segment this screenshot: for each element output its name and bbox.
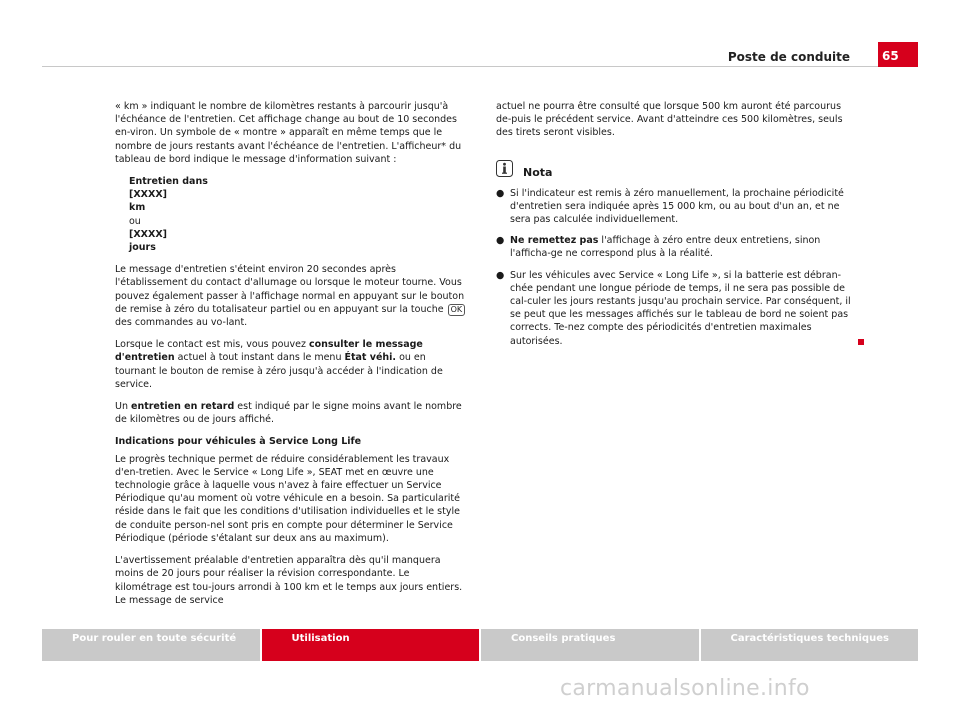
text-segment: ou en tournant le bouton de remise à zéro jusqu'à accéder à l'indication de service. (115, 352, 443, 390)
text-segment: Le message d'entretien s'éteint environ 20 secondes après l'établissement du contact d'allumage ou lorsque le moteur tourne. Vous pouvez également passer à l'affichage normal en appuyant sur le bouton de remise à zéro du totalisateur partiel ou en appuyant sur la touche (115, 264, 465, 315)
list-item (496, 187, 854, 227)
paragraph-long-life: Le progrès technique permet de réduire considérablement les travaux d'en-tretien. Avec le Service « Long Life », SEAT met en œuvre une technologie grâce à laquelle vous n'avez à faire effectuer un Service Périodique qu'au moment où votre véhicule en a besoin. Sa particularité réside dans le fait que les conditions d'utilisation individuelles et le style de conduite person-nel sont pris en compte pour déterminer le Service Périodique (période s'étalant sur deux ans au maximum). (115, 453, 460, 544)
footer-nav (42, 629, 918, 661)
paragraph-km-remaining: « km » indiquant le nombre de kilomètres restants à parcourir jusqu'à l'échéance de l'entretien. Cet affichage change au bout de 10 secondes en-viron. Un symbole de « montre » apparaît en même temps que le nombre de jours restants avant l'échéance de l'entretien. L'afficheur* du tableau de bord indique le message d'information suivant : (115, 101, 462, 165)
text-emphasis: consulter le message d'entretien (115, 339, 423, 364)
menu-name: État véhi. (344, 352, 397, 364)
bullet-icon: ● (496, 269, 505, 281)
bullet-icon: ● (496, 187, 505, 199)
text-emphasis: entretien en retard (131, 401, 235, 413)
header-rule (42, 66, 918, 67)
list-item (496, 269, 854, 348)
text-segment: Un (115, 401, 131, 413)
paragraph-overdue (115, 400, 468, 426)
display-line: [XXXX] (129, 228, 167, 240)
list-item-text: Sur les véhicules avec Service « Long Life », si la batterie est débran-chée pendant une longue période de temps, il ne sera pas possible de cal-culer les jours restants jusqu'au prochain service. Par conséquent, il se peut que les messages affichés sur le tableau de bord ne soient pas corrects. Te-nez compte des périodicités d'entretien maximales autorisées. (510, 269, 851, 347)
list-item-text: l'affichage à zéro entre deux entretiens, sinon l'afficha-ge ne correspond plus à la réalité. (510, 235, 821, 260)
list-item-text: Si l'indicateur est remis à zéro manuellement, la prochaine périodicité d'entretien sera indiquée après 15 000 km, ou au bout d'un an, et ne sera pas calculée individuellement. (510, 187, 844, 226)
display-message-block (129, 175, 468, 254)
heading-long-life: Indications pour véhicules à Service Long Life (115, 436, 362, 448)
footer-tab-usage[interactable]: Utilisation (262, 629, 480, 661)
paragraph-pre-warning: L'avertissement préalable d'entretien apparaîtra dès qu'il manquera moins de 20 jours pour réaliser la révision correspondante. Le kilométrage est tou-jours arrondi à 100 km et le temps aux jours entiers. Le message de service (115, 555, 463, 606)
text-segment: des commandes au vo-lant. (115, 317, 248, 329)
nota-title: Nota (523, 165, 553, 179)
page-number: 65 (882, 49, 899, 63)
footer-tab-tips[interactable]: Conseils pratiques (481, 629, 699, 661)
display-line: jours (129, 242, 156, 254)
nota-header (496, 160, 854, 177)
footer-tab-specs[interactable]: Caractéristiques techniques (701, 629, 919, 661)
display-line: ou (129, 215, 141, 227)
watermark: carmanualsonline.info (560, 676, 810, 701)
footer-tab-safety[interactable]: Pour rouler en toute sécurité (42, 629, 260, 661)
paragraph-continuation: actuel ne pourra être consulté que lorsque 500 km auront été parcourus de-puis le précédent service. Avant d'atteindre ces 500 kilomètres, seuls des tirets seront visibles. (496, 101, 843, 139)
display-line: [XXXX] (129, 189, 167, 201)
section-title: Poste de conduite (727, 50, 850, 64)
paragraph-consult-message (115, 338, 468, 391)
section-end-icon (858, 339, 864, 345)
left-column (115, 100, 468, 616)
text-segment: actuel à tout instant dans le menu (174, 352, 345, 364)
text-segment: Lorsque le contact est mis, vous pouvez (115, 339, 309, 351)
paragraph-message-off (115, 263, 468, 329)
right-column (496, 100, 854, 356)
info-icon (496, 160, 513, 177)
display-line: Entretien dans (129, 176, 208, 188)
display-line: km (129, 202, 146, 214)
list-item (496, 234, 854, 260)
ok-key-icon: OK (448, 304, 466, 316)
text-segment: est indiqué par le signe moins avant le nombre de kilomètres ou de jours affiché. (115, 401, 462, 426)
text-emphasis: Ne remettez pas (510, 235, 599, 247)
page-number-box (878, 42, 918, 67)
bullet-icon: ● (496, 235, 505, 247)
